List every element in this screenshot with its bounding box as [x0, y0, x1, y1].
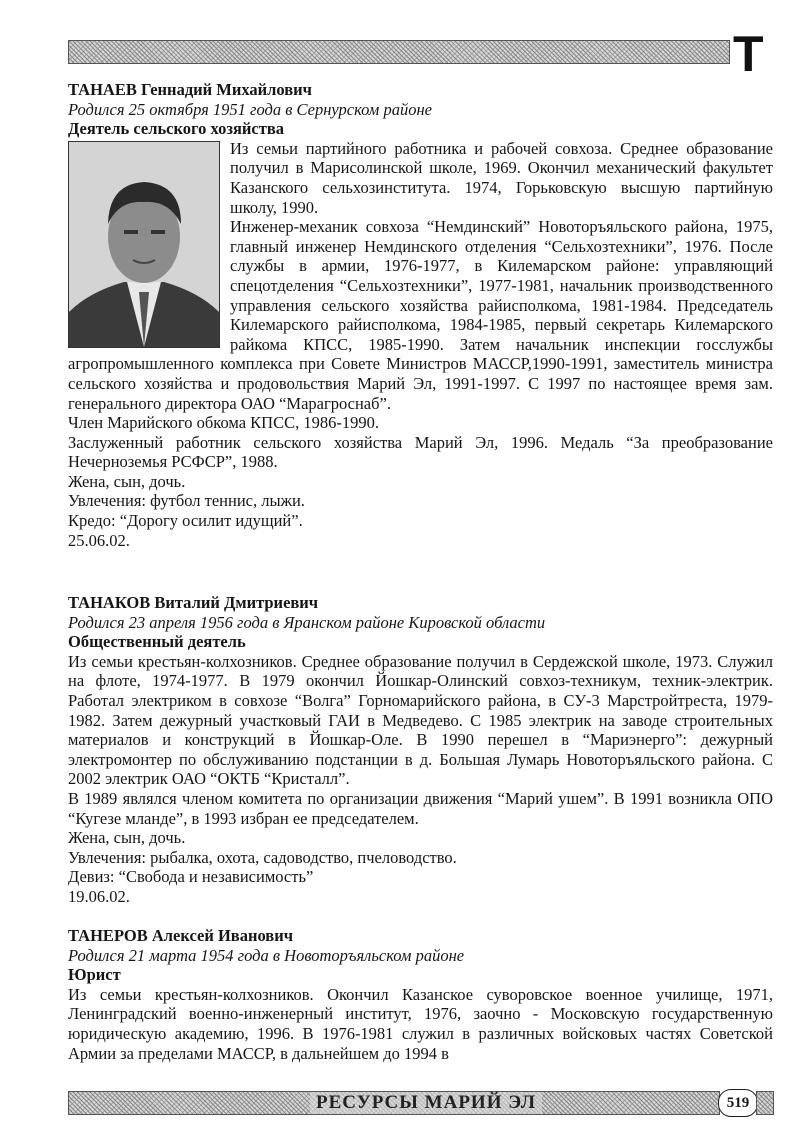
- entry-date: 19.06.02.: [68, 886, 130, 906]
- entry-birth: Родился 23 апреля 1956 года в Яранском районе Кировской области: [68, 612, 546, 632]
- footer-title: РЕСУРСЫ МАРИЙ ЭЛ: [310, 1092, 542, 1114]
- entry-paragraph: Увлечения: рыбалка, охота, садоводство, пчеловодство.: [68, 847, 457, 867]
- page-number: 519: [718, 1089, 758, 1117]
- entry-birth: Родился 21 марта 1954 года в Новоторъяльском районе: [68, 945, 465, 965]
- entry-paragraph: Жена, сын, дочь.: [68, 471, 186, 491]
- entry-name: ТАНАЕВ Геннадий Михайлович: [68, 80, 312, 99]
- footer-band-end: [756, 1091, 774, 1115]
- entry-paragraph: Член Марийского обкома КПСС, 1986-1990.: [68, 413, 379, 433]
- section-letter: Т: [733, 26, 764, 82]
- biography-entry: [68, 926, 773, 1063]
- entry-paragraph: Заслуженный работник сельского хозяйства Марий Эл, 1996. Медаль “За преобразование Нечерноземья РСФСР”, 1988.: [68, 432, 773, 472]
- biography-entry: [68, 593, 773, 907]
- entry-paragraph: Девиз: “Свобода и независимость”: [68, 867, 314, 887]
- entry-name: ТАНАКОВ Виталий Дмитриевич: [68, 593, 319, 612]
- entry-paragraph: В 1989 являлся членом комитета по организации движения “Марий ушем”. В 1991 возникла ОПО “Кугезе мланде”, в 1993 избран ее председателем.: [68, 788, 773, 828]
- biography-entry: [68, 80, 773, 550]
- entry-paragraph: Из семьи крестьян-колхозников. Окончил Казанское суворовское военное училище, 1971, Ленинградский военно-инженерный институт, 1976, заочно - Московскую государственную юридическую академию, 1996. В 1976-1981 служил в различных войсковых частях Советской Армии за пределами МАССР, в дальнейшем до 1994 в: [68, 984, 773, 1063]
- entry-paragraph: Из семьи партийного работника и рабочей совхоза. Среднее образование получил в Марисолинской школе, 1969. Окончил механический факультет Казанского сельхозинститута. 1974, Горьковскую высшую партийную школу, 1990.: [230, 138, 773, 217]
- entry-name: ТАНЕРОВ Алексей Иванович: [68, 926, 294, 945]
- entry-role: Юрист: [68, 965, 121, 985]
- entry-role: Деятель сельского хозяйства: [68, 119, 285, 139]
- entry-paragraph: Кредо: “Дорогу осилит идущий”.: [68, 511, 303, 531]
- header-band: [68, 40, 730, 64]
- portrait-image: [69, 142, 219, 347]
- entry-date: 25.06.02.: [68, 530, 130, 550]
- entry-paragraph: Инженер-механик совхоза “Немдинский” Новоторъяльского района, 1975, главный инженер Немдинского отделения “Сельхозтехники”, 1976. После службы в армии, 1976-1977, в Килемарском районе: управляющий спецотделения “Сельхозтехники”, 1977-1981, начальник производственного управления сельского хозяйства райисполкома, 1981-1984. Председатель Килемарского райисполкома, 1984-1985, первый секретарь Килемарского райкома КПСС, 1985-1990. Затем начальник инспекции госслужбы агропромышленного комплекса при Совете Министров МАССР,1990-1991, заместитель министра сельского хозяйства и продовольствия Марий Эл, 1991-1997. С 1997 по настоящее время зам. генерального директора ОАО “Марагроснаб”.: [68, 217, 773, 413]
- entry-birth: Родился 25 октября 1951 года в Сернурском районе: [68, 99, 432, 119]
- entry-paragraph: Из семьи крестьян-колхозников. Среднее образование получил в Сердежской школе, 1973. Служил на флоте, 1974-1977. В 1979 окончил Йошкар-Олинский совхоз-техникум, техник-электрик. Работал электриком в совхозе “Волга” Горномарийского района, в СУ-3 Марстройтреста, 1979-1982. Затем дежурный участковый ГАИ в Медведево. С 1985 электрик на заводе строительных материалов и конструкций в Йошкар-Оле. В 1990 перешел в “Мариэнерго”: дежурный электромонтер по обслуживанию подстанции в д. Большая Лумарь Новоторъяльского района. С 2002 электрик ОАО “ОКТБ “Кристалл”.: [68, 651, 773, 789]
- entry-paragraph: Увлечения: футбол теннис, лыжи.: [68, 491, 305, 511]
- entry-paragraph: Жена, сын, дочь.: [68, 828, 186, 848]
- entry-role: Общественный деятель: [68, 632, 246, 652]
- portrait-photo: [68, 141, 220, 348]
